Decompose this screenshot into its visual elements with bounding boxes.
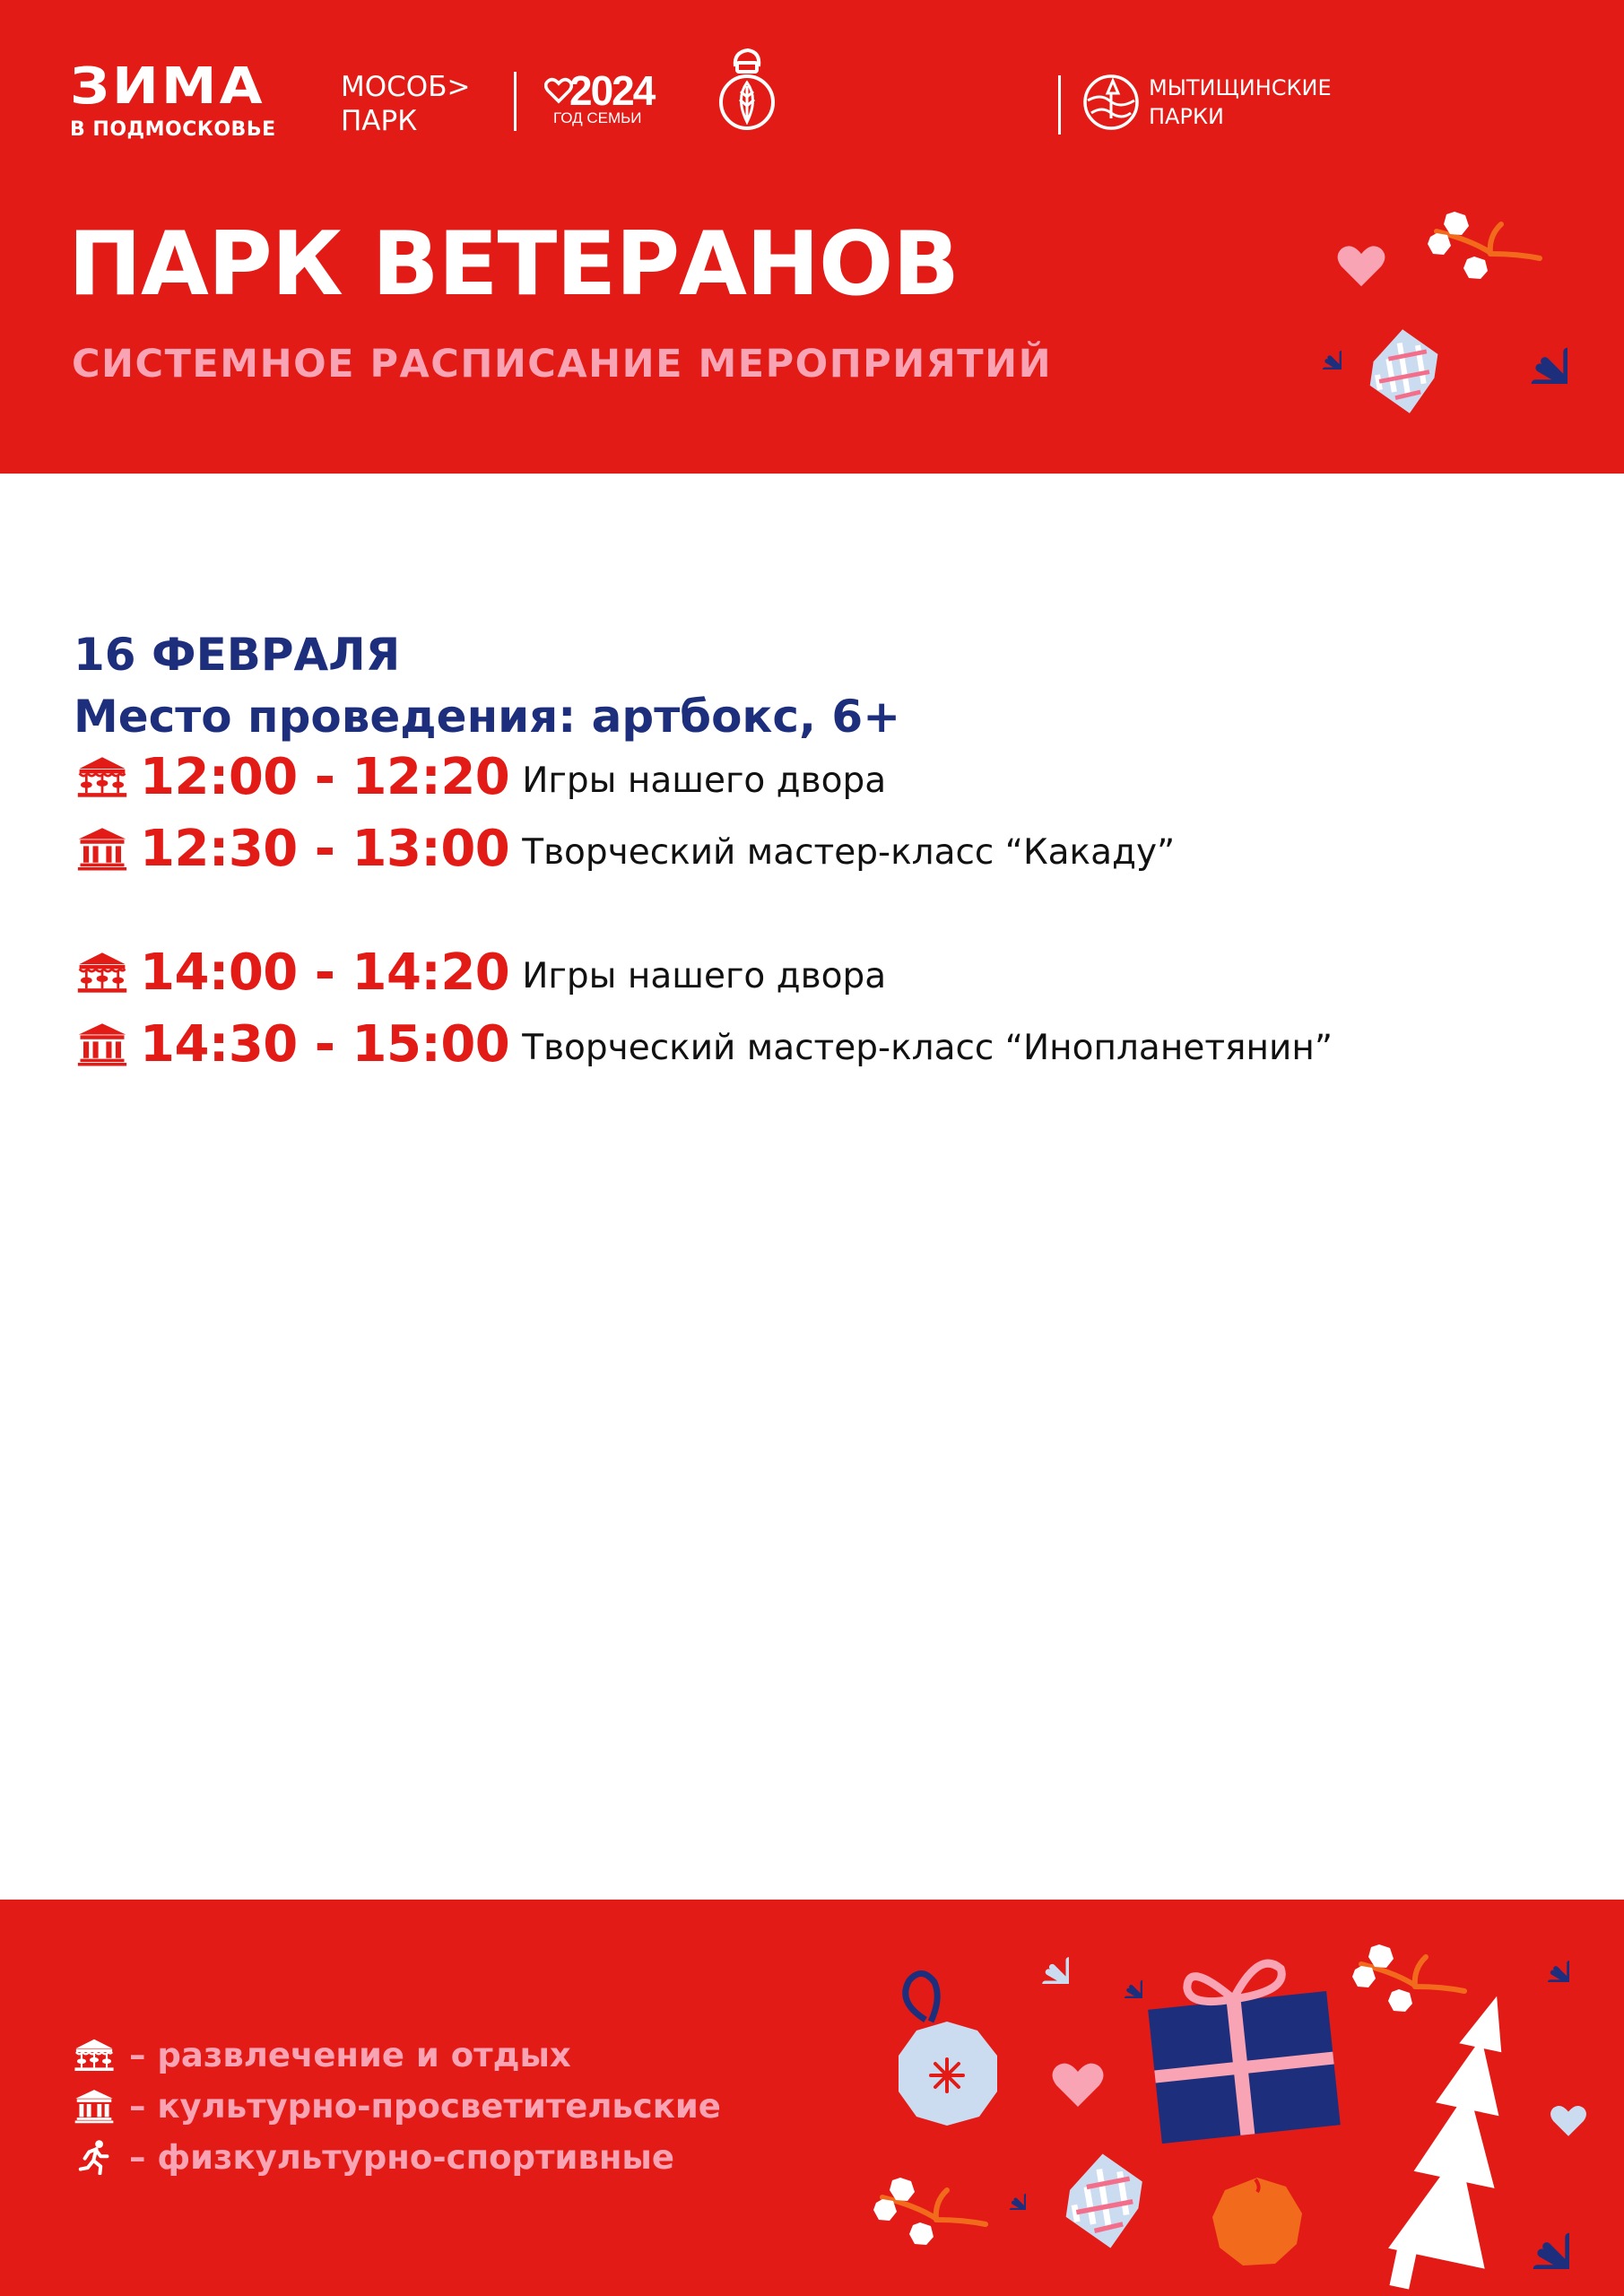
snowflake-icon: [992, 2176, 1026, 2210]
zima-logo-caption: В ПОДМОСКОВЬЕ: [70, 118, 276, 141]
snowflake-icon: [1492, 309, 1568, 384]
berries-icon: [1428, 204, 1544, 285]
mosobpark-logo-line1: МОСОБ>: [341, 71, 471, 103]
mytishchi-parks-line2: ПАРКИ: [1149, 104, 1224, 129]
page-subtitle: СИСТЕМНОЕ РАСПИСАНИЕ МЕРОПРИЯТИЙ: [72, 342, 1053, 387]
page-title: ПАРК ВЕТЕРАНОВ: [68, 213, 960, 316]
schedule-item: [74, 1012, 1333, 1076]
mytishchi-parks-logo: [1082, 74, 1332, 131]
schedule-item: [74, 744, 886, 809]
year-of-family-logo: [544, 67, 655, 127]
zima-logo-title: ЗИМА: [70, 56, 265, 116]
year-of-family-year: 2024: [569, 67, 655, 114]
museum-icon: [72, 2085, 117, 2126]
legend-item: [72, 2032, 571, 2077]
schedule-item-time: 12:30 - 13:00: [140, 819, 510, 878]
christmas-ornament-icon: [890, 1966, 1015, 2145]
logo-divider: [514, 72, 517, 131]
museum-icon: [74, 820, 131, 877]
mitten-icon: [1058, 2152, 1155, 2249]
carousel-icon: [74, 944, 131, 1001]
orange-icon: [1209, 2174, 1306, 2271]
mytishchi-parks-line1: МЫТИЩИНСКИЕ: [1149, 75, 1332, 100]
mitten-icon: [1363, 328, 1449, 414]
event-date: 16 ФЕВРАЛЯ: [74, 629, 401, 681]
snowflake-icon: [1494, 2194, 1569, 2269]
carousel-icon: [72, 2034, 117, 2075]
legend-item: [72, 2083, 721, 2128]
schedule-item: [74, 940, 886, 1004]
museum-icon: [74, 1015, 131, 1073]
schedule-item-time: 14:00 - 14:20: [140, 943, 510, 1002]
snowflake-icon: [1524, 1937, 1569, 1982]
snowflake-icon: [1013, 1928, 1069, 1984]
schedule-item-title: Игры нашего двора: [522, 955, 887, 996]
heart-icon: [1336, 244, 1386, 289]
schedule-item-title: Игры нашего двора: [522, 760, 887, 801]
snowflake-icon: [1302, 330, 1342, 370]
ornament-logo-icon: [716, 47, 778, 142]
gift-box-icon: [1137, 1946, 1352, 2161]
runner-icon: [72, 2136, 117, 2178]
carousel-icon: [74, 748, 131, 805]
heart-icon: [1051, 2061, 1105, 2109]
legend-item-label: – культурно-просветительские: [129, 2086, 721, 2126]
heart-icon: [1550, 2104, 1587, 2138]
mytishchi-parks-emblem-icon: [1082, 74, 1140, 131]
mosobpark-logo: [341, 70, 470, 138]
legend-item: [72, 2135, 674, 2179]
year-of-family-caption: ГОД СЕМЬИ: [553, 109, 642, 126]
mosobpark-logo-line2: ПАРК: [341, 105, 418, 137]
schedule-item-title: Творческий мастер-класс “Инопланетянин”: [522, 1027, 1333, 1068]
logo-divider: [1058, 75, 1061, 135]
schedule-item-title: Творческий мастер-класс “Какаду”: [522, 831, 1176, 873]
event-venue: Место проведения: артбокс, 6+: [74, 691, 901, 743]
legend-item-label: – развлечение и отдых: [129, 2035, 571, 2074]
schedule-item-time: 14:30 - 15:00: [140, 1014, 510, 1074]
schedule-item: [74, 816, 1175, 881]
berries-icon: [873, 2170, 990, 2251]
legend-item-label: – физкультурно-спортивные: [129, 2137, 674, 2177]
schedule-item-time: 12:00 - 12:20: [140, 747, 510, 806]
zima-logo: [70, 56, 276, 141]
